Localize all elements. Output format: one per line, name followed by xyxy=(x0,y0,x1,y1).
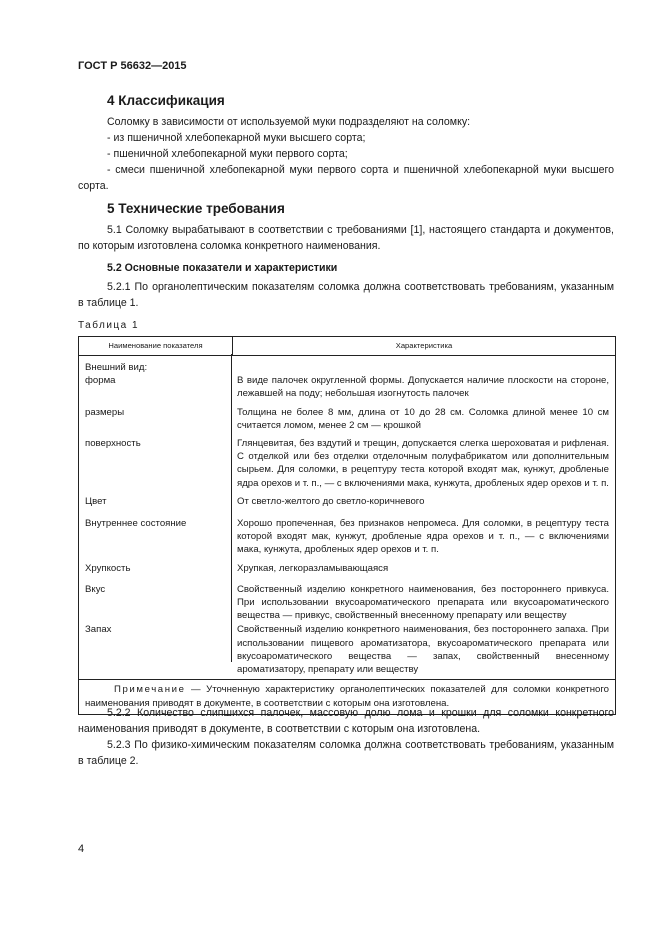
table-row xyxy=(79,437,615,490)
row-value: В виде палочек округленной формы. Допускается наличие плоскости на стороне, лежавшей на поду; небольшая изогнутость палочек xyxy=(237,375,609,400)
paragraph-5-2-1-text: 5.2.1 По органолептическим показателям соломка должна соответствовать требованиям, указанным в таблице 1. xyxy=(78,281,614,309)
row-name: Вкус xyxy=(85,583,106,595)
group-label: Внешний вид: xyxy=(85,362,148,373)
table-row xyxy=(79,583,615,623)
subsection-5-2-title: 5.2 Основные показатели и характеристики xyxy=(107,262,338,274)
row-value: Свойственный изделию конкретного наименования, без постороннего привкуса. При использовании вкусоароматического препарата или вкусоароматического вещества — привкус, свойственный внесенному препарату или веществу xyxy=(237,583,609,622)
table-header-row xyxy=(79,337,616,356)
row-value: Глянцевитая, без вздутий и трещин, допускается слегка шероховатая и рифленая. С отделкой или без отделки отделочным полуфабрикатом или дополнительным сырьем. Для соломки, в рецептуру теста которой входят мак, кунжут, дробленые ядра орехов и т. п., — с включениями мака, кунжута, дробленых ядер орехов и т. п. xyxy=(237,438,609,489)
page-number: 4 xyxy=(78,843,85,855)
table-body-cell xyxy=(79,356,616,680)
section-5-title: 5 Технические требования xyxy=(107,201,285,216)
section-4-body xyxy=(78,114,614,194)
table-row xyxy=(79,623,615,676)
table-1 xyxy=(78,336,616,715)
table-row xyxy=(79,495,615,508)
row-name: Цвет xyxy=(85,495,107,507)
paragraph-5-2-2-text: 5.2.2 Количество слипшихся палочек, массовую долю лома и крошки для соломки конкретного наименования приводят в документе, в соответствии с которым она изготовлена. xyxy=(78,707,614,735)
table-row xyxy=(79,374,615,400)
section-4-title: 4 Классификация xyxy=(107,93,225,108)
row-value: Свойственный изделию конкретного наименования, без постороннего запаха. При использовании пищевого ароматизатора, вкусоароматического препарата или вкусоароматического вещества — запах, свойственный внесенному ароматизатору, препарату или веществу xyxy=(237,624,609,676)
note-text: — Уточненную характеристику органолептических показателей для соломки конкретного наименования приводят в документе, в соответствии с которым она изготовлена. xyxy=(85,684,609,709)
paragraph-5-2-2 xyxy=(78,705,614,769)
table-body xyxy=(79,356,616,680)
note-label: Примечание xyxy=(114,684,186,696)
list-item: - из пшеничной хлебопекарной муки высшего сорта; xyxy=(107,132,366,144)
paragraph-5-2-3-text: 5.2.3 По физико-химическим показателям соломка должна соответствовать требованиям, указанным в таблице 2. xyxy=(78,739,614,767)
row-value: Толщина не более 8 мм, длина от 10 до 28 см. Соломка длиной менее 10 см считается ломом, менее 2 см — крошкой xyxy=(237,406,609,431)
table-row xyxy=(79,517,615,557)
row-name: Внутреннее состояние xyxy=(85,518,187,530)
list-item: - смеси пшеничной хлебопекарной муки первого сорта и пшеничной хлебопекарной муки высшего сорта. xyxy=(78,164,614,192)
column-header-characteristic: Характеристика xyxy=(233,337,616,356)
paragraph-5-1 xyxy=(78,222,614,254)
row-value: Хрупкая, легкоразламывающаяся xyxy=(237,562,389,574)
document-id: ГОСТ Р 56632—2015 xyxy=(78,60,187,72)
column-divider xyxy=(231,354,232,662)
section-4-intro: Соломку в зависимости от используемой муки подразделяют на соломку: xyxy=(107,116,471,128)
column-header-name: Наименование показателя xyxy=(79,337,233,356)
paragraph-5-1-text: 5.1 Соломку вырабатывают в соответствии с требованиями [1], настоящего стандарта и документов, по которым изготовлена соломка конкретного наименования. xyxy=(78,224,614,252)
table-row xyxy=(79,406,615,432)
list-item: - пшеничной хлебопекарной муки первого сорта; xyxy=(107,148,348,160)
paragraph-5-2-1 xyxy=(78,279,614,311)
table-1-caption: Таблица 1 xyxy=(78,320,140,331)
row-value: Хорошо пропеченная, без признаков непромеса. Для соломки, в рецептуру теста которой входят мак, кунжут, дробленые ядра орехов и т. п., — с включениями мака, кунжута, дробленых ядер орехов и т. п. xyxy=(237,518,609,556)
row-name: поверхность xyxy=(85,438,141,450)
row-value: От светло-желтого до светло-коричневого xyxy=(237,495,425,507)
row-name: форма xyxy=(85,375,116,387)
table-row xyxy=(79,562,615,575)
row-name: Запах xyxy=(85,624,112,636)
row-name: размеры xyxy=(85,406,125,418)
table-row xyxy=(79,361,615,374)
row-name: Хрупкость xyxy=(85,562,131,574)
